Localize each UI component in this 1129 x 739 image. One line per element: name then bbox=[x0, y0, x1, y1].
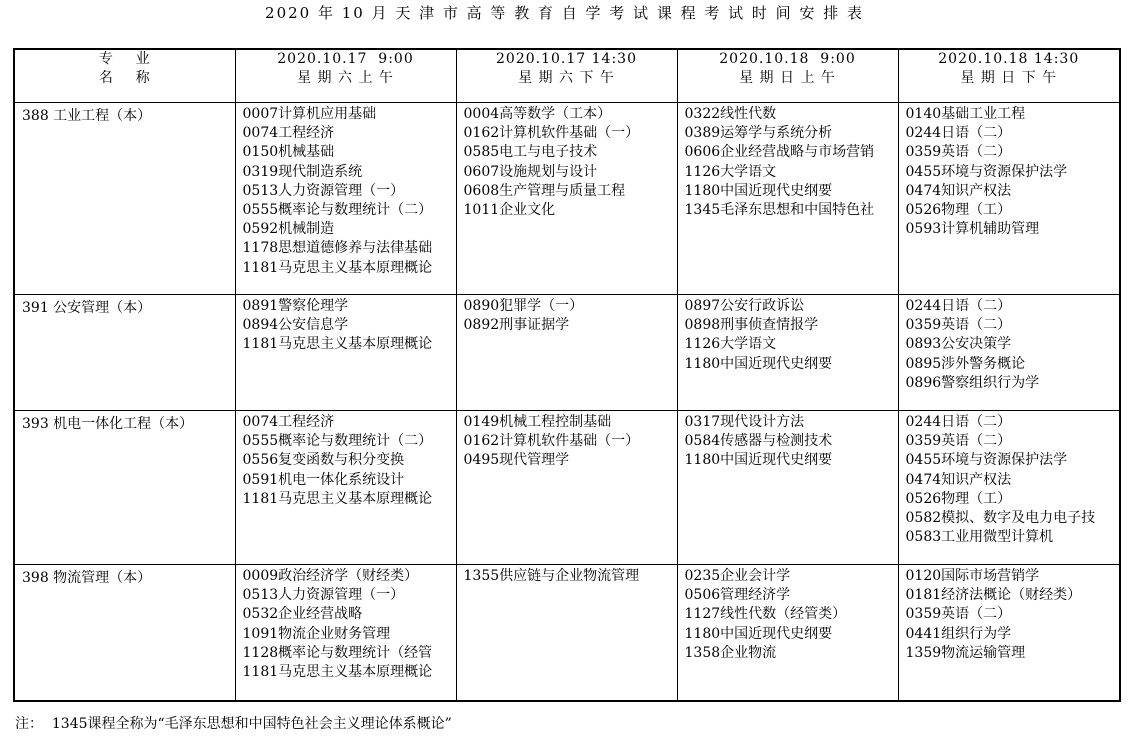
major-name-cell bbox=[14, 295, 235, 411]
major-name-cell bbox=[14, 411, 235, 565]
header-row bbox=[14, 49, 1120, 103]
course-item: 0890犯罪学（一） bbox=[463, 298, 584, 314]
course-item: 1127线性代数（经管类） bbox=[684, 606, 847, 623]
course-item: 1181马克思主义基本原理概论 bbox=[242, 336, 433, 353]
session-cell-4 bbox=[898, 565, 1120, 701]
session-cell-4 bbox=[898, 295, 1120, 411]
session-cell-2 bbox=[456, 103, 677, 295]
table-row bbox=[14, 103, 1120, 295]
course-item: 0235企业会计学 bbox=[684, 568, 791, 584]
course-item: 0556复变函数与积分变换 bbox=[242, 452, 405, 469]
course-item: 0555概率论与数理统计（二） bbox=[242, 433, 433, 450]
course-item: 0607设施规划与设计 bbox=[463, 163, 598, 180]
course-item: 0074工程经济 bbox=[242, 125, 335, 142]
course-item: 0555概率论与数理统计（二） bbox=[242, 202, 433, 219]
course-item: 1355供应链与企业物流管理 bbox=[463, 568, 640, 584]
course-item: 0592机械制造 bbox=[242, 221, 335, 238]
course-item: 0162计算机软件基础（一） bbox=[463, 433, 640, 450]
header-major bbox=[14, 49, 235, 103]
course-item: 0495现代管理学 bbox=[463, 452, 570, 469]
session-cell-3 bbox=[677, 565, 898, 701]
session-label: 星 期 日 下 午 bbox=[960, 70, 1058, 86]
table-row bbox=[14, 295, 1120, 411]
major-name: 398 物流管理（本） bbox=[22, 570, 152, 586]
course-item: 0244日语（二） bbox=[905, 298, 1012, 314]
course-item: 1345毛泽东思想和中国特色社 bbox=[684, 202, 875, 219]
course-item: 0474知识产权法 bbox=[905, 471, 1012, 488]
course-item: 0583工业用微型计算机 bbox=[905, 529, 1054, 546]
course-item: 1180中国近现代史纲要 bbox=[684, 625, 833, 642]
course-item: 0892刑事证据学 bbox=[463, 317, 570, 334]
course-item: 0150机械基础 bbox=[242, 144, 335, 161]
course-item: 1178思想道德修养与法律基础 bbox=[242, 240, 433, 257]
table-row bbox=[14, 411, 1120, 565]
course-item: 1358企业物流 bbox=[684, 644, 777, 661]
session-cell-1 bbox=[235, 295, 456, 411]
major-name: 391 公安管理（本） bbox=[22, 300, 152, 316]
course-item: 0593计算机辅助管理 bbox=[905, 221, 1040, 238]
session-date: 2020.10.18 9:00 bbox=[719, 51, 856, 67]
course-item: 0004高等数学（工本） bbox=[463, 106, 612, 122]
course-item: 1126大学语文 bbox=[684, 163, 777, 180]
course-item: 1181马克思主义基本原理概论 bbox=[242, 259, 433, 276]
course-item: 0608生产管理与质量工程 bbox=[463, 182, 626, 199]
course-item: 0455环境与资源保护法学 bbox=[905, 452, 1068, 469]
course-item: 1126大学语文 bbox=[684, 336, 777, 353]
session-date: 2020.10.17 14:30 bbox=[496, 51, 637, 67]
course-item: 0162计算机软件基础（一） bbox=[463, 125, 640, 142]
course-item: 1181马克思主义基本原理概论 bbox=[242, 490, 433, 507]
course-item: 0074工程经济 bbox=[242, 414, 335, 430]
course-item: 0389运筹学与系统分析 bbox=[684, 125, 833, 142]
course-item: 0120国际市场营销学 bbox=[905, 568, 1040, 584]
session-cell-4 bbox=[898, 411, 1120, 565]
session-cell-1 bbox=[235, 411, 456, 565]
session-cell-3 bbox=[677, 103, 898, 295]
session-cell-3 bbox=[677, 411, 898, 565]
course-item: 0474知识产权法 bbox=[905, 182, 1012, 199]
course-item: 0359英语（二） bbox=[905, 433, 1012, 450]
session-cell-2 bbox=[456, 565, 677, 701]
major-name: 393 机电一体化工程（本） bbox=[22, 416, 194, 432]
course-item: 0582模拟、数字及电力电子技 bbox=[905, 510, 1096, 527]
course-item: 0009政治经济学（财经类） bbox=[242, 568, 419, 584]
course-item: 0149机械工程控制基础 bbox=[463, 414, 612, 430]
footnote: 注： 1345课程全称为“毛泽东思想和中国特色社会主义理论体系概论” bbox=[15, 716, 452, 732]
exam-schedule-table bbox=[13, 48, 1121, 702]
session-label: 星 期 六 下 午 bbox=[518, 70, 615, 86]
major-name-cell bbox=[14, 103, 235, 295]
course-item: 0359英语（二） bbox=[905, 606, 1012, 623]
course-item: 0532企业经营战略 bbox=[242, 606, 363, 623]
session-cell-1 bbox=[235, 103, 456, 295]
session-cell-4 bbox=[898, 103, 1120, 295]
course-item: 0513人力资源管理（一） bbox=[242, 182, 405, 199]
course-item: 0513人力资源管理（一） bbox=[242, 587, 405, 604]
major-name-cell bbox=[14, 565, 235, 701]
course-item: 0506管理经济学 bbox=[684, 587, 791, 604]
course-item: 0897公安行政诉讼 bbox=[684, 298, 805, 314]
course-item: 0181经济法概论（财经类） bbox=[905, 587, 1082, 604]
session-cell-3 bbox=[677, 295, 898, 411]
session-cell-2 bbox=[456, 411, 677, 565]
header-session-1 bbox=[235, 49, 456, 103]
course-item: 1180中国近现代史纲要 bbox=[684, 452, 833, 469]
course-item: 1359物流运输管理 bbox=[905, 644, 1026, 661]
table-row bbox=[14, 565, 1120, 701]
course-item: 0140基础工业工程 bbox=[905, 106, 1026, 122]
major-name: 388 工业工程（本） bbox=[22, 108, 152, 124]
course-item: 0244日语（二） bbox=[905, 125, 1012, 142]
course-item: 0894公安信息学 bbox=[242, 317, 349, 334]
course-item: 0585电工与电子技术 bbox=[463, 144, 598, 161]
course-item: 0893公安决策学 bbox=[905, 336, 1012, 353]
course-item: 0359英语（二） bbox=[905, 144, 1012, 161]
course-item: 1180中国近现代史纲要 bbox=[684, 355, 833, 372]
session-date: 2020.10.18 14:30 bbox=[938, 51, 1080, 67]
header-major-line1: 专 业 bbox=[98, 51, 151, 67]
course-item: 1181马克思主义基本原理概论 bbox=[242, 664, 433, 681]
session-cell-2 bbox=[456, 295, 677, 411]
course-item: 0526物理（工） bbox=[905, 490, 1012, 507]
course-item: 0898刑事侦查情报学 bbox=[684, 317, 819, 334]
header-session-3 bbox=[677, 49, 898, 103]
course-item: 1091物流企业财务管理 bbox=[242, 625, 391, 642]
course-item: 0244日语（二） bbox=[905, 414, 1012, 430]
schedule-body bbox=[14, 103, 1120, 701]
course-item: 0606企业经营战略与市场营销 bbox=[684, 144, 875, 161]
header-session-2 bbox=[456, 49, 677, 103]
course-item: 0896警察组织行为学 bbox=[905, 374, 1040, 391]
course-item: 1011企业文化 bbox=[463, 202, 556, 219]
course-item: 0441组织行为学 bbox=[905, 625, 1012, 642]
course-item: 1128概率论与数理统计（经管 bbox=[242, 644, 433, 661]
course-item: 0526物理（工） bbox=[905, 202, 1012, 219]
course-item: 0359英语（二） bbox=[905, 317, 1012, 334]
page-title: 2020 年 10 月 天 津 市 高 等 教 育 自 学 考 试 课 程 考 试 时 间 安 排 表 bbox=[265, 4, 864, 22]
session-date: 2020.10.17 9:00 bbox=[277, 51, 414, 67]
course-item: 0891警察伦理学 bbox=[242, 298, 349, 314]
header-major-line2: 名 称 bbox=[98, 70, 151, 86]
course-item: 0317现代设计方法 bbox=[684, 414, 805, 430]
course-item: 0455环境与资源保护法学 bbox=[905, 163, 1068, 180]
session-cell-1 bbox=[235, 565, 456, 701]
course-item: 0322线性代数 bbox=[684, 106, 777, 122]
course-item: 0584传感器与检测技术 bbox=[684, 433, 833, 450]
header-session-4 bbox=[898, 49, 1120, 103]
session-label: 星 期 日 上 午 bbox=[739, 70, 836, 86]
course-item: 0319现代制造系统 bbox=[242, 163, 363, 180]
course-item: 0591机电一体化系统设计 bbox=[242, 471, 405, 488]
course-item: 0007计算机应用基础 bbox=[242, 106, 377, 122]
course-item: 0895涉外警务概论 bbox=[905, 355, 1026, 372]
session-label: 星 期 六 上 午 bbox=[297, 70, 394, 86]
course-item: 1180中国近现代史纲要 bbox=[684, 182, 833, 199]
